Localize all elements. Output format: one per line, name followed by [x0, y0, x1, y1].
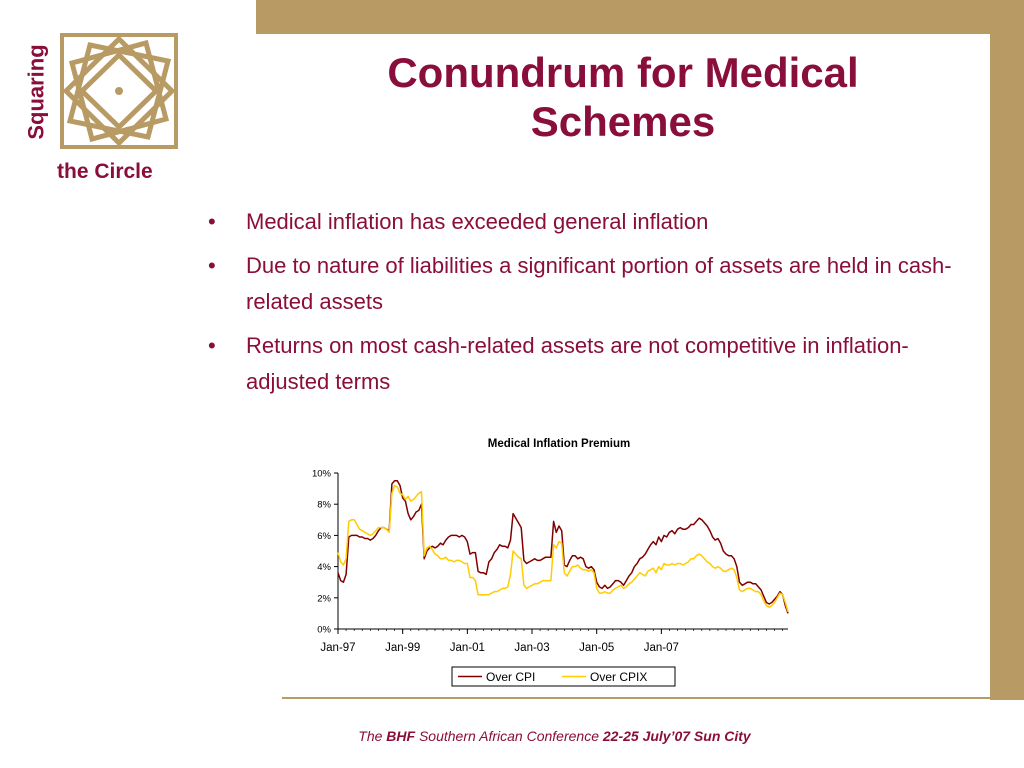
bullet-text: Returns on most cash-related assets are not competitive in inflation-adjusted terms — [246, 333, 909, 394]
y-tick-label: 8% — [317, 499, 331, 511]
bullet-item — [206, 248, 990, 320]
bullet-list — [206, 204, 990, 408]
y-tick-label: 6% — [317, 530, 331, 542]
footer-text-the: The — [358, 728, 387, 744]
footer-text — [282, 728, 827, 744]
series-line-over-cpi — [338, 481, 788, 614]
y-tick-label: 10% — [311, 468, 331, 480]
bullet-glyph: • — [208, 333, 216, 358]
bullet-item — [206, 328, 990, 400]
legend-label: Over CPIX — [590, 670, 648, 684]
y-tick-label: 2% — [317, 593, 331, 605]
frame-top-bar — [256, 0, 1024, 34]
bullet-text: Medical inflation has exceeded general inflation — [246, 209, 709, 234]
bullet-item — [206, 204, 990, 240]
slide-title — [256, 48, 990, 146]
x-tick-label: Jan-07 — [643, 642, 679, 654]
chart-title: Medical Inflation Premium — [487, 438, 631, 450]
chart-axes — [312, 469, 788, 655]
squared-circle-logo-icon — [60, 33, 178, 154]
footer-text-dates: 22-25 July’07 — [602, 728, 691, 744]
x-tick-label: Jan-97 — [320, 642, 356, 654]
x-tick-label: Jan-99 — [385, 642, 421, 654]
logo-text-squaring: Squaring — [24, 44, 49, 140]
slide-title-line-2: Schemes — [530, 98, 716, 145]
footer-text-bhf: BHF — [386, 728, 416, 744]
frame-right-bar — [990, 0, 1024, 700]
footer-divider — [282, 697, 990, 699]
x-tick-label: Jan-01 — [449, 642, 485, 654]
bullet-text: Due to nature of liabilities a significant portion of assets are held in cash-related assets — [246, 253, 952, 314]
bullet-glyph: • — [208, 253, 216, 278]
y-tick-label: 4% — [317, 562, 331, 574]
logo-text-the-circle: the Circle — [57, 160, 153, 183]
y-tick-label: 0% — [317, 624, 331, 636]
chart-legend — [452, 667, 675, 686]
footer-text-conference: Southern African Conference — [415, 728, 603, 744]
x-tick-label: Jan-03 — [514, 642, 550, 654]
medical-inflation-chart — [290, 430, 830, 692]
chart-series — [338, 481, 788, 614]
legend-label: Over CPI — [486, 670, 536, 684]
footer-text-location: Sun City — [690, 728, 751, 744]
slide-title-line-1: Conundrum for Medical — [387, 49, 859, 96]
bullet-glyph: • — [208, 209, 216, 234]
x-tick-label: Jan-05 — [579, 642, 615, 654]
